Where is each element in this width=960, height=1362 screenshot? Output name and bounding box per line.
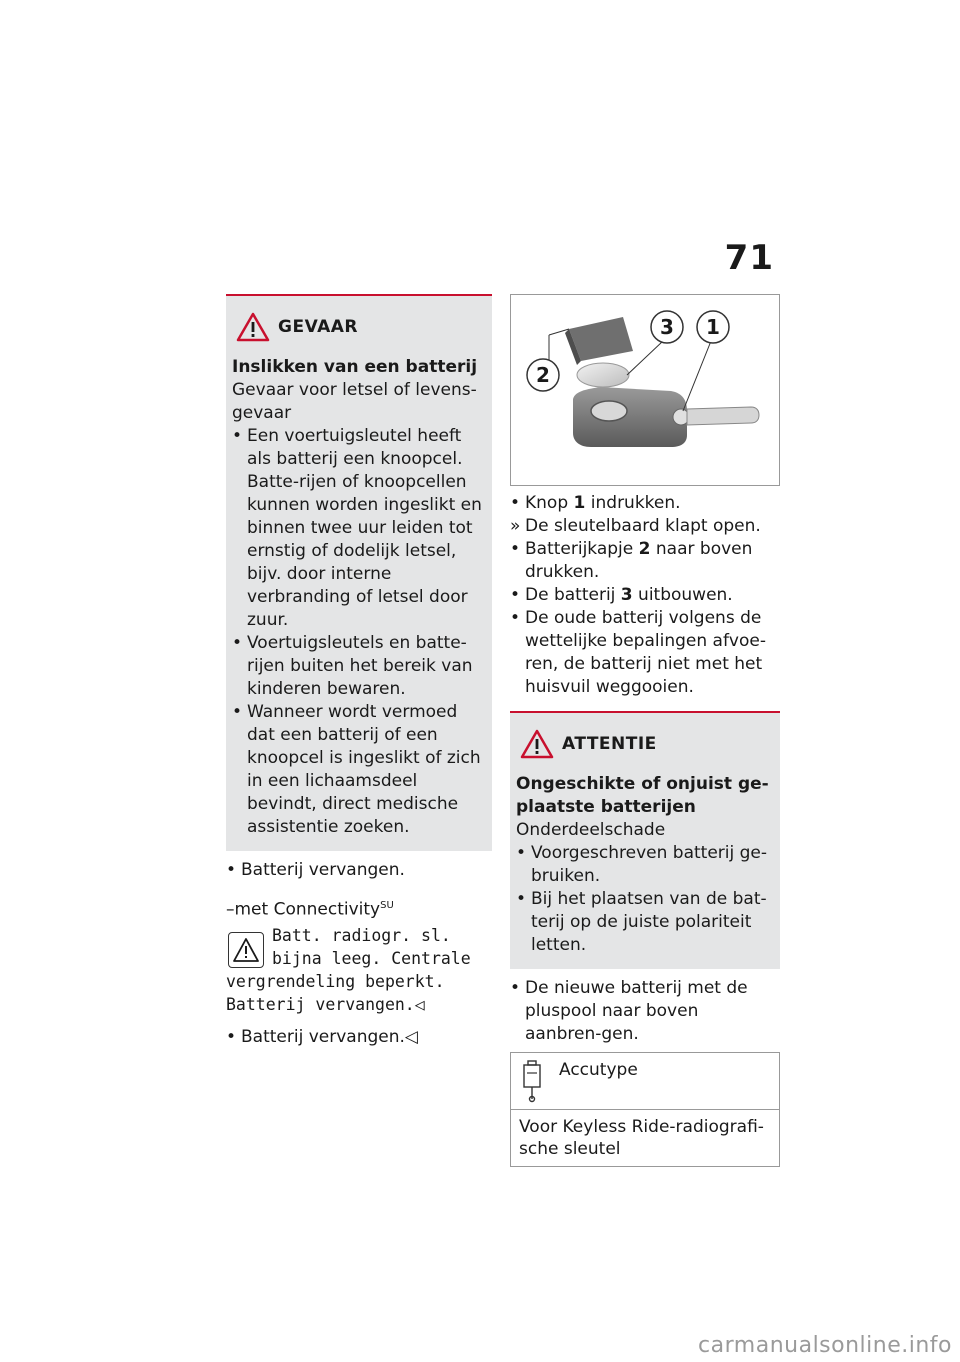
end-marker: ◁ bbox=[404, 1026, 418, 1047]
display-message-block bbox=[226, 924, 492, 1016]
spec-header bbox=[511, 1053, 779, 1110]
battery-spec-icon bbox=[519, 1059, 545, 1103]
step-marker: • bbox=[510, 585, 521, 605]
danger-bullets bbox=[232, 425, 486, 839]
spec-value: Voor Keyless Ride-radiografi-sche sleutel bbox=[519, 1117, 764, 1159]
caution-intro: Onderdeelschade bbox=[516, 820, 666, 840]
danger-bullet: • Wanneer wordt vermoed dat een batterij of een knoopcel is ingeslikt of zich in een lichaamsdeel bevindt, direct medische assistentie zoeken. bbox=[232, 701, 486, 839]
left-column bbox=[226, 294, 492, 1049]
step-text: Batterij vervangen. bbox=[241, 1026, 405, 1047]
step-item bbox=[510, 584, 780, 607]
warning-triangle-icon bbox=[236, 312, 270, 342]
step-text: De sleutelbaard klapt open. bbox=[525, 516, 761, 536]
danger-bullet: • Voertuigsleutels en batte-rijen buiten het bereik van kinderen bewaren. bbox=[232, 632, 486, 701]
callout-line-3 bbox=[627, 341, 663, 375]
step-text: naar boven drukken. bbox=[525, 539, 753, 582]
right-steps bbox=[510, 492, 780, 699]
display-message: Batt. radiogr. sl. bijna leeg. Centrale vergrendeling beperkt. Batterij vervangen. bbox=[226, 925, 471, 1014]
key-battery-figure bbox=[510, 294, 780, 486]
danger-box bbox=[226, 294, 492, 851]
danger-title: GEVAAR bbox=[278, 317, 358, 337]
step-text: De nieuwe batterij met de pluspool naar boven aanbren-gen. bbox=[525, 978, 748, 1044]
caution-bullet: • Voorgeschreven batterij ge-bruiken. bbox=[516, 842, 774, 888]
step-item bbox=[510, 492, 780, 515]
key-illustration bbox=[511, 295, 779, 485]
step-text: De oude batterij volgens de wettelijke bepalingen afvoe-ren, de batterij niet met het huisvuil weggooien. bbox=[525, 608, 766, 697]
caution-bullet: • Bij het plaatsen van de bat-terij op de juiste polariteit letten. bbox=[516, 888, 774, 957]
step-text: uitbouwen. bbox=[632, 585, 733, 605]
step-item bbox=[510, 515, 780, 538]
spec-heading: Accutype bbox=[559, 1060, 638, 1080]
label-1: 1 bbox=[706, 315, 720, 339]
caution-bullets bbox=[516, 842, 774, 957]
label-3-circle bbox=[651, 311, 683, 343]
label-1-circle bbox=[697, 311, 729, 343]
key-body bbox=[573, 387, 689, 447]
label-3: 3 bbox=[660, 315, 674, 339]
danger-bullet: • Een voertuigsleutel heeft als batterij een knoopcel. Batte-rijen of knoopcellen kunnen worden ingeslikt en binnen twee uur leiden tot ernstig of dodelijk letsel, bijv. door interne verbranding of letsel door zuur. bbox=[232, 425, 486, 632]
right-column bbox=[510, 294, 780, 1167]
watermark: carmanualsonline.info bbox=[698, 1333, 952, 1358]
display-warning-icon bbox=[228, 932, 264, 968]
step-text: De batterij bbox=[525, 585, 621, 605]
step-text: Batterijkapje bbox=[525, 539, 639, 559]
step-marker: • bbox=[510, 539, 521, 559]
step-ref: 1 bbox=[573, 493, 586, 513]
step-ref: 3 bbox=[620, 585, 633, 605]
step-marker: • bbox=[510, 493, 521, 513]
connectivity-label: –met Connectivity bbox=[226, 899, 381, 920]
step-text: Knop bbox=[525, 493, 574, 513]
step-text: indrukken. bbox=[585, 493, 681, 513]
page-number: 71 bbox=[724, 238, 774, 278]
step-replace-battery: • Batterij vervangen. bbox=[226, 860, 405, 880]
step-insert-new-battery: • De nieuwe batterij met de pluspool naar boven aanbren-gen. bbox=[510, 978, 748, 1044]
danger-subtitle: Inslikken van een batterij bbox=[232, 357, 478, 377]
caution-header bbox=[520, 729, 774, 759]
danger-header bbox=[236, 312, 486, 342]
step-item bbox=[510, 607, 780, 699]
label-2: 2 bbox=[536, 363, 550, 387]
key-blade bbox=[687, 407, 759, 425]
step-replace-battery-2: • Batterij vervangen.◁ bbox=[226, 1026, 418, 1047]
callout-line-1 bbox=[683, 341, 711, 411]
spec-table bbox=[510, 1052, 780, 1167]
end-marker: ◁ bbox=[414, 994, 425, 1014]
step-ref: 2 bbox=[638, 539, 651, 559]
warning-triangle-icon bbox=[520, 729, 554, 759]
caution-title: ATTENTIE bbox=[562, 734, 657, 754]
battery-cap bbox=[565, 317, 633, 365]
connectivity-sup: SU bbox=[380, 900, 394, 911]
danger-intro: Gevaar voor letsel of levens-gevaar bbox=[232, 380, 477, 423]
coin-cell bbox=[577, 363, 629, 387]
step-marker: » bbox=[510, 516, 521, 536]
step-marker: • bbox=[510, 608, 521, 628]
connectivity-condition bbox=[226, 894, 492, 922]
caution-subtitle: Ongeschikte of onjuist ge-plaatste batterijen bbox=[516, 774, 769, 817]
label-2-circle bbox=[527, 359, 559, 391]
caution-box bbox=[510, 711, 780, 969]
step-text: Batterij vervangen. bbox=[241, 860, 405, 880]
step-item bbox=[510, 538, 780, 584]
